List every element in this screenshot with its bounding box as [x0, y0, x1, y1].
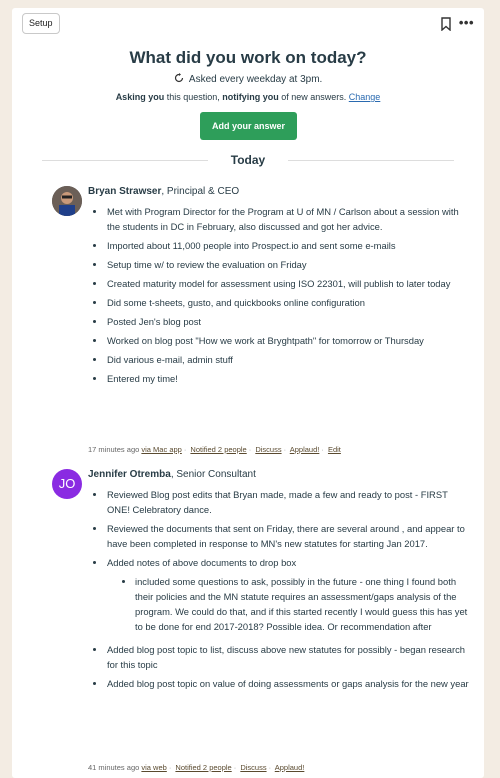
edit-link[interactable]: Edit [327, 445, 341, 454]
author-name: Bryan Strawser [88, 186, 162, 197]
question-title: What did you work on today? [129, 48, 367, 67]
answer-meta: 41 minutes ago via web · Notified 2 people · Discuss · Applaud! [88, 763, 305, 772]
answer-list [88, 204, 472, 386]
via-link[interactable]: via Mac app [141, 445, 182, 454]
list-item: Entered my time! [88, 371, 472, 386]
author-name: Jennifer Otremba [88, 469, 171, 480]
list-item: Did some t-sheets, gusto, and quickbooks online configuration [88, 295, 472, 310]
list-item: Posted Jen's blog post [88, 314, 472, 329]
asking-line [12, 92, 484, 102]
answer-jennifer [52, 469, 472, 774]
add-answer-button[interactable]: Add your answer [200, 112, 297, 140]
question-card [12, 8, 484, 778]
list-item: Did various e-mail, admin stuff [88, 352, 472, 367]
applaud-link[interactable]: Applaud! [289, 445, 320, 454]
list-item: Imported about 11,000 people into Prospect.io and sent some e-mails [88, 238, 472, 253]
timestamp: 41 minutes ago [88, 763, 140, 772]
notified-link[interactable]: Notified 2 people [190, 445, 247, 454]
author-line [88, 186, 239, 197]
author-line [88, 469, 256, 480]
timestamp: 17 minutes ago [88, 445, 140, 454]
avatar[interactable] [52, 186, 82, 216]
list-item: Met with Program Director for the Program at U of MN / Carlson about a session with the students in DC in February, also discussed and got her advice. [88, 204, 472, 234]
refresh-icon [174, 73, 184, 83]
more-icon[interactable]: ••• [458, 15, 474, 30]
sub-list-item: included some questions to ask, possibly in the future - one thing I found both their policies and the MN statute requires an assessment/gaps analysis of the program. We could do that, and if this started recently I would guess this has yet to be done for end 2017-2018? Possible idea. Or recommendation after [118, 574, 472, 634]
list-item: Created maturity model for assessment using ISO 22301, will publish to later today [88, 276, 472, 291]
discuss-link[interactable]: Discuss [255, 445, 282, 454]
list-item: Added blog post topic to list, discuss above new statutes for possibly - began research for this topic [88, 642, 472, 672]
bookmark-icon[interactable] [440, 17, 452, 31]
asking-bold-notify: notifying you [222, 92, 279, 102]
asking-bold-you: Asking you [115, 92, 165, 102]
person-photo-icon [52, 186, 82, 216]
notified-link[interactable]: Notified 2 people [175, 763, 232, 772]
list-item: Worked on blog post "How we work at Bryghtpath" for tomorrow or Thursday [88, 333, 472, 348]
via-link[interactable]: via web [141, 763, 167, 772]
asking-text-2: of new answers. [278, 92, 349, 102]
author-role: , Principal & CEO [161, 186, 240, 197]
list-item: Reviewed Blog post edits that Bryan made, made a few and ready to post - FIRST ONE! Celebratory dance. [88, 487, 472, 517]
setup-button[interactable]: Setup [22, 13, 60, 34]
day-label: Today [208, 153, 288, 167]
list-item [88, 555, 472, 634]
schedule-line [12, 73, 484, 85]
author-role: , Senior Consultant [170, 469, 256, 480]
answer-list [88, 487, 472, 691]
list-item: Added blog post topic on value of doing assessments or gaps analysis for the new year [88, 676, 472, 691]
change-link[interactable]: Change [348, 92, 381, 102]
applaud-link[interactable]: Applaud! [274, 763, 305, 772]
list-item-text: Added notes of above documents to drop box [107, 557, 297, 568]
avatar[interactable]: JO [52, 469, 82, 499]
toolbar [12, 8, 484, 40]
list-item: Setup time w/ to review the evaluation on Friday [88, 257, 472, 272]
schedule-text: Asked every weekday at 3pm. [188, 74, 323, 85]
sub-list [118, 574, 472, 634]
asking-text-1: this question, [164, 92, 223, 102]
answer-meta: 17 minutes ago via Mac app · Notified 2 people · Discuss · Applaud! · Edit [88, 445, 341, 454]
list-item: Reviewed the documents that sent on Friday, there are several around , and appear to have been completed in response to MN's new statutes for starting Jan 2017. [88, 521, 472, 551]
answer-bryan [52, 186, 472, 456]
discuss-link[interactable]: Discuss [240, 763, 267, 772]
